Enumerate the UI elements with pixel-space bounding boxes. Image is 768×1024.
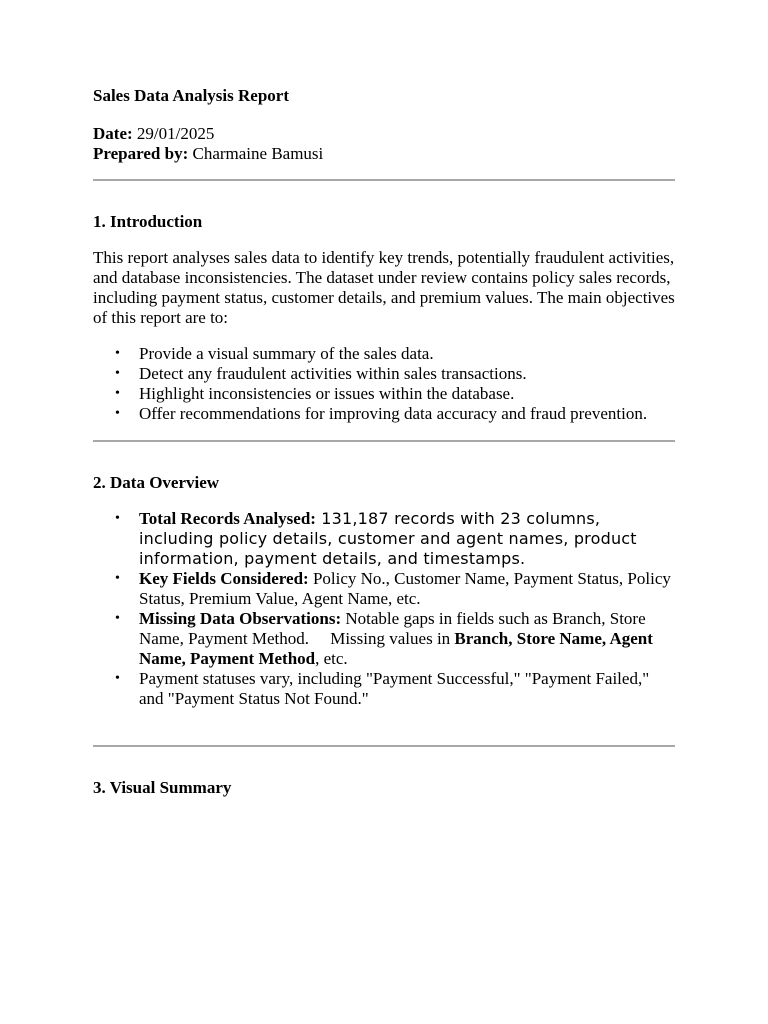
list-item: • Highlight inconsistencies or issues within the database. bbox=[139, 384, 675, 404]
divider bbox=[93, 745, 675, 747]
list-item: • Offer recommendations for improving data accuracy and fraud prevention. bbox=[139, 404, 675, 424]
report-title: Sales Data Analysis Report bbox=[93, 86, 289, 105]
total-records-text: 131,187 records with 23 columns, including policy details, customer and agent names, product information, payment details, and timestamps. bbox=[139, 509, 637, 568]
date-line bbox=[93, 124, 675, 144]
key-fields-item bbox=[139, 569, 675, 609]
data-overview-list bbox=[93, 509, 675, 709]
list-item: • Detect any fraudulent activities within sales transactions. bbox=[139, 364, 675, 384]
divider bbox=[93, 440, 675, 442]
prepared-by-line bbox=[93, 144, 675, 164]
total-records-item bbox=[139, 509, 675, 569]
date-label: Date: bbox=[93, 124, 133, 143]
key-fields-text: Policy No., Customer Name, Payment Status, Policy Status, Premium Value, Agent Name, etc. bbox=[139, 569, 671, 608]
missing-data-item bbox=[139, 609, 675, 669]
visual-summary-heading: 3. Visual Summary bbox=[93, 778, 232, 797]
missing-fields-bold: Branch, Store Name, Agent Name, Payment Method bbox=[139, 629, 653, 668]
prepared-by-label: Prepared by: bbox=[93, 144, 189, 163]
prepared-by-value: Charmaine Bamusi bbox=[188, 144, 324, 163]
missing-data-text: Notable gaps in fields such as Branch, Store Name, Payment Method. Missing values in bbox=[139, 609, 650, 648]
date-value: 29/01/2025 bbox=[132, 124, 215, 143]
divider bbox=[93, 179, 675, 181]
report-meta bbox=[93, 124, 675, 164]
objectives-list bbox=[93, 344, 675, 424]
payment-statuses-item: • Payment statuses vary, including "Payment Successful," "Payment Failed," and "Payment Status Not Found." bbox=[139, 669, 675, 709]
list-item: • Provide a visual summary of the sales data. bbox=[139, 344, 675, 364]
missing-data-text-end: , etc. bbox=[315, 649, 348, 668]
total-records-label: Total Records Analysed: bbox=[139, 509, 316, 528]
missing-data-label: Missing Data Observations: bbox=[139, 609, 342, 628]
key-fields-label: Key Fields Considered: bbox=[139, 569, 309, 588]
data-overview-heading: 2. Data Overview bbox=[93, 473, 220, 492]
introduction-paragraph: This report analyses sales data to identify key trends, potentially fraudulent activities, and database inconsistencies. The dataset under review contains policy sales records, including payment status, customer details, and premium values. The main objectives of this report are to: bbox=[93, 248, 675, 327]
introduction-heading: 1. Introduction bbox=[93, 212, 203, 231]
report-page bbox=[93, 86, 675, 798]
